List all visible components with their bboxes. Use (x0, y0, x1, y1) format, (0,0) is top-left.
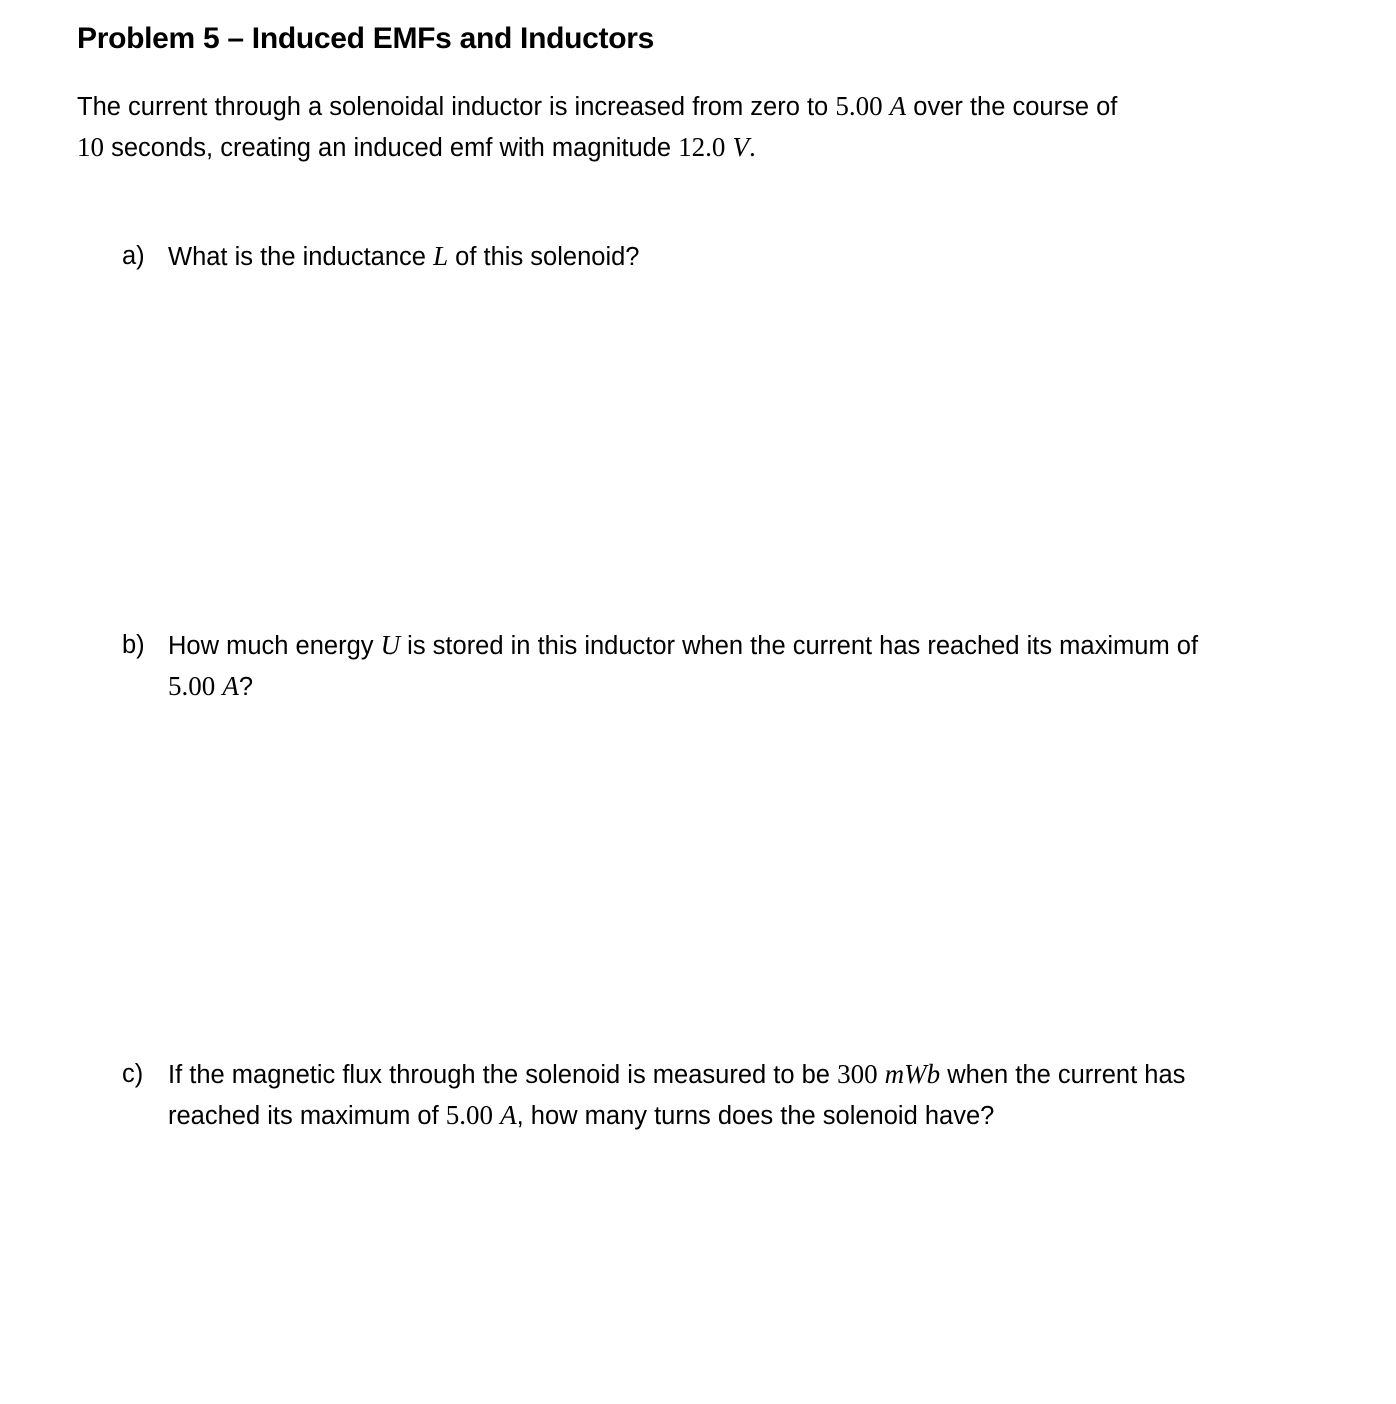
current-value: 5.00 (445, 1100, 494, 1130)
time-value: 10 (77, 132, 104, 162)
current-value: 5.00 (168, 671, 216, 701)
problem-title: Problem 5 – Induced EMFs and Inductors (77, 22, 655, 55)
question-b (122, 625, 1282, 707)
question-text (168, 236, 1282, 277)
current-unit: A (222, 671, 239, 701)
question-letter: b) (122, 631, 145, 659)
question-text-part: when the current has reached its maximum of (168, 1061, 1186, 1130)
current-unit: A (889, 91, 907, 121)
question-a (122, 236, 1282, 277)
question-letter: a) (122, 242, 145, 270)
question-text-part: is stored in this inductor when the current has reached its maximum of (400, 632, 1199, 660)
question-text (168, 1054, 1282, 1136)
question-text-part: ? (238, 673, 254, 701)
flux-unit: mWb (884, 1059, 941, 1089)
question-letter: c) (122, 1060, 144, 1088)
current-value: 5.00 (835, 91, 883, 121)
statement-text: The current through a solenoidal inductor is increased from zero to (77, 93, 836, 121)
emf-unit: V (732, 132, 749, 162)
flux-value: 300 (837, 1059, 878, 1089)
question-c (122, 1054, 1282, 1136)
question-text (168, 625, 1282, 707)
inductance-symbol: L (433, 241, 449, 271)
question-text-part: How much energy (168, 632, 381, 660)
emf-value: 12.0 (678, 132, 726, 162)
energy-symbol: U (380, 630, 401, 660)
question-text-part: What is the inductance (168, 243, 434, 271)
current-unit: A (500, 1100, 517, 1130)
question-text-part: of this solenoid? (448, 243, 640, 271)
question-text-part: , how many turns does the solenoid have? (516, 1102, 995, 1130)
statement-text: seconds, creating an induced emf with magnitude (104, 134, 679, 162)
question-text-part: If the magnetic flux through the solenoid is measured to be (168, 1061, 838, 1089)
statement-period: . (748, 132, 756, 162)
problem-statement (77, 86, 1277, 168)
statement-text: over the course of (906, 93, 1118, 121)
